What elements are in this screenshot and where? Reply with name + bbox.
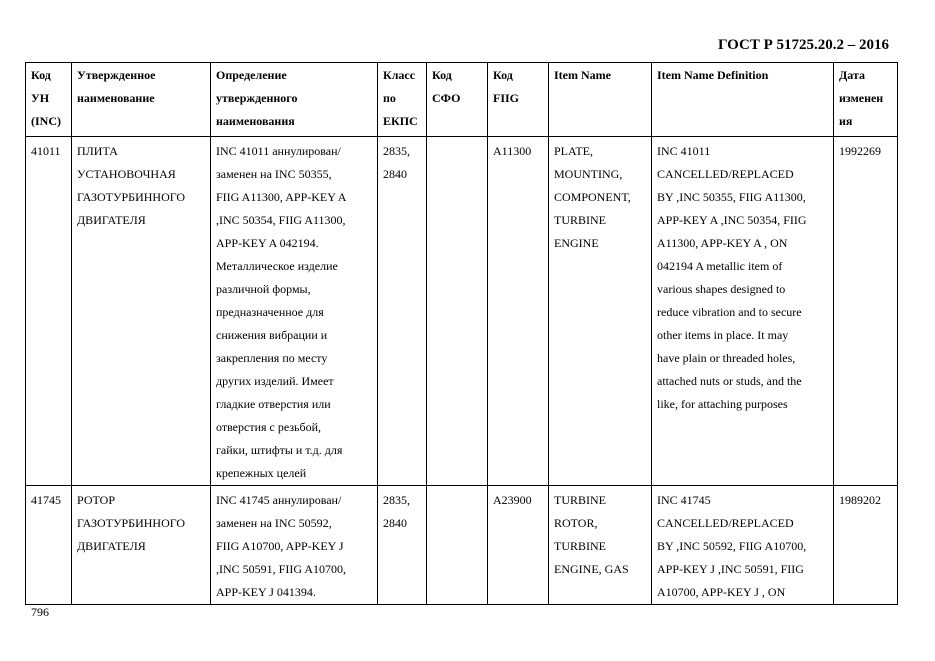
cell-text-line: 2840 — [383, 516, 407, 530]
column-header-class — [378, 63, 427, 137]
cell-change-date: 1989202 — [834, 486, 898, 605]
cell-inc: 41745 — [26, 486, 72, 605]
cell-text-line: reduce vibration and to secure — [657, 305, 802, 319]
cell-text-line: 2840 — [383, 167, 407, 181]
cell-text-line: ,INC 50591, FIIG A10700, — [216, 562, 347, 576]
cell-text-line: INC 41011 аннулирован/ — [216, 144, 341, 158]
cell-text-line: have plain or threaded holes, — [657, 351, 796, 365]
cell-text-line: ЕКПС — [383, 114, 418, 128]
cell-text-line: ROTOR, — [554, 516, 598, 530]
cell-text-line: like, for attaching purposes — [657, 397, 788, 411]
cell-class — [378, 137, 427, 486]
cell-approved-name — [72, 137, 211, 486]
cell-text-line: various shapes designed to — [657, 282, 786, 296]
cell-sfo — [427, 137, 488, 486]
cell-text-line: ГАЗОТУРБИННОГО — [77, 516, 186, 530]
cell-text-line: COMPONENT, — [554, 190, 631, 204]
cell-text-line: FIIG A10700, APP-KEY J — [216, 539, 344, 553]
cell-text-line: наименование — [77, 91, 155, 105]
cell-change-date: 1992269 — [834, 137, 898, 486]
cell-text-line: Утвержденное — [77, 68, 156, 82]
cell-text-line: отверстия с резьбой, — [216, 420, 322, 434]
cell-text-line: TURBINE — [554, 493, 606, 507]
cell-text-line: ия — [839, 114, 853, 128]
cell-text-line: APP-KEY A ,INC 50354, FIIG — [657, 213, 807, 227]
cell-text-line: Металлическое изделие — [216, 259, 338, 273]
cell-text-line: 2835, — [383, 493, 410, 507]
cell-text-line: attached nuts or studs, and the — [657, 374, 802, 388]
cell-text-line: Код — [31, 68, 51, 82]
cell-text-line: INC 41745 аннулирован/ — [216, 493, 342, 507]
cell-text-line: заменен на INC 50355, — [216, 167, 332, 181]
cell-text-line: гайки, штифты и т.д. для — [216, 443, 343, 457]
cell-text-line: CANCELLED/REPLACED — [657, 167, 794, 181]
cell-text-line: APP-KEY A 042194. — [216, 236, 319, 250]
cell-fiig: A23900 — [488, 486, 549, 605]
cell-text-line: A11300, APP-KEY A , ON — [657, 236, 788, 250]
cell-text-line: Класс — [383, 68, 416, 82]
cell-text-line: 042194 A metallic item of — [657, 259, 783, 273]
cell-text-line: наименования — [216, 114, 295, 128]
cell-item-name — [549, 137, 652, 486]
cell-text-line: FIIG — [493, 91, 520, 105]
cell-approved-name — [72, 486, 211, 605]
cell-text-line: BY ,INC 50355, FIIG A11300, — [657, 190, 806, 204]
cell-item-name-definition — [652, 137, 834, 486]
cell-text-line: утвержденного — [216, 91, 298, 105]
cell-fiig: A11300 — [488, 137, 549, 486]
cell-text-line: других изделий. Имеет — [216, 374, 334, 388]
cell-definition — [211, 137, 378, 486]
cell-text-line: РОТОР — [77, 493, 115, 507]
cell-text-line: гладкие отверстия или — [216, 397, 331, 411]
column-header-item-name-definition — [652, 63, 834, 137]
column-header-approved-name — [72, 63, 211, 137]
cell-text-line: BY ,INC 50592, FIIG A10700, — [657, 539, 807, 553]
cell-text-line: PLATE, — [554, 144, 593, 158]
cell-sfo — [427, 486, 488, 605]
cell-text-line: MOUNTING, — [554, 167, 623, 181]
cell-text-line: СФО — [432, 91, 461, 105]
cell-text-line: заменен на INC 50592, — [216, 516, 332, 530]
cell-text-line: CANCELLED/REPLACED — [657, 516, 794, 530]
cell-text-line: ,INC 50354, FIIG A11300, — [216, 213, 346, 227]
table-row — [26, 486, 898, 605]
cell-text-line: INC 41745 — [657, 493, 711, 507]
column-header-sfo — [427, 63, 488, 137]
cell-text-line: ENGINE — [554, 236, 599, 250]
cell-text-line: предназначенное для — [216, 305, 324, 319]
column-header-inc — [26, 63, 72, 137]
page-number: 796 — [31, 605, 49, 619]
cell-text-line: ПЛИТА — [77, 144, 118, 158]
table-row — [26, 137, 898, 486]
cell-text-line: ГАЗОТУРБИННОГО — [77, 190, 186, 204]
cell-inc: 41011 — [26, 137, 72, 486]
column-header-item-name — [549, 63, 652, 137]
cell-text-line: снижения вибрации и — [216, 328, 328, 342]
cell-text-line: закрепления по месту — [216, 351, 328, 365]
column-header-definition — [211, 63, 378, 137]
cell-text-line: TURBINE — [554, 213, 606, 227]
cell-text-line: Определение — [216, 68, 287, 82]
cell-text-line: (INC) — [31, 114, 61, 128]
cell-text-line: FIIG A11300, APP-KEY A — [216, 190, 347, 204]
cell-text-line: Item Name Definition — [657, 68, 769, 82]
cell-text-line: 2835, — [383, 144, 410, 158]
cell-text-line: ENGINE, GAS — [554, 562, 629, 576]
column-header-fiig — [488, 63, 549, 137]
cell-text-line: УСТАНОВОЧНАЯ — [77, 167, 176, 181]
cell-text-line: other items in place. It may — [657, 328, 789, 342]
cell-text-line: Item Name — [554, 68, 611, 82]
cell-text-line: A10700, APP-KEY J , ON — [657, 585, 786, 599]
cell-text-line: TURBINE — [554, 539, 606, 553]
cell-text-line: APP-KEY J ,INC 50591, FIIG — [657, 562, 804, 576]
cell-text-line: Код — [432, 68, 452, 82]
cell-class — [378, 486, 427, 605]
cell-item-name-definition — [652, 486, 834, 605]
cell-text-line: Код — [493, 68, 513, 82]
table-header-row — [26, 63, 898, 137]
cell-text-line: INC 41011 — [657, 144, 711, 158]
document-standard-header: ГОСТ Р 51725.20.2 – 2016 — [717, 37, 889, 53]
cell-text-line: крепежных целей — [216, 466, 307, 480]
cell-text-line: ДВИГАТЕЛЯ — [77, 539, 146, 553]
cell-text-line: УН — [31, 91, 50, 105]
column-header-change-date — [834, 63, 898, 137]
cell-text-line: по — [383, 91, 396, 105]
cell-text-line: различной формы, — [216, 282, 311, 296]
catalog-table — [25, 62, 898, 605]
cell-item-name — [549, 486, 652, 605]
cell-definition — [211, 486, 378, 605]
cell-text-line: изменен — [839, 91, 884, 105]
cell-text-line: APP-KEY J 041394. — [216, 585, 316, 599]
cell-text-line: Дата — [839, 68, 865, 82]
cell-text-line: ДВИГАТЕЛЯ — [77, 213, 146, 227]
